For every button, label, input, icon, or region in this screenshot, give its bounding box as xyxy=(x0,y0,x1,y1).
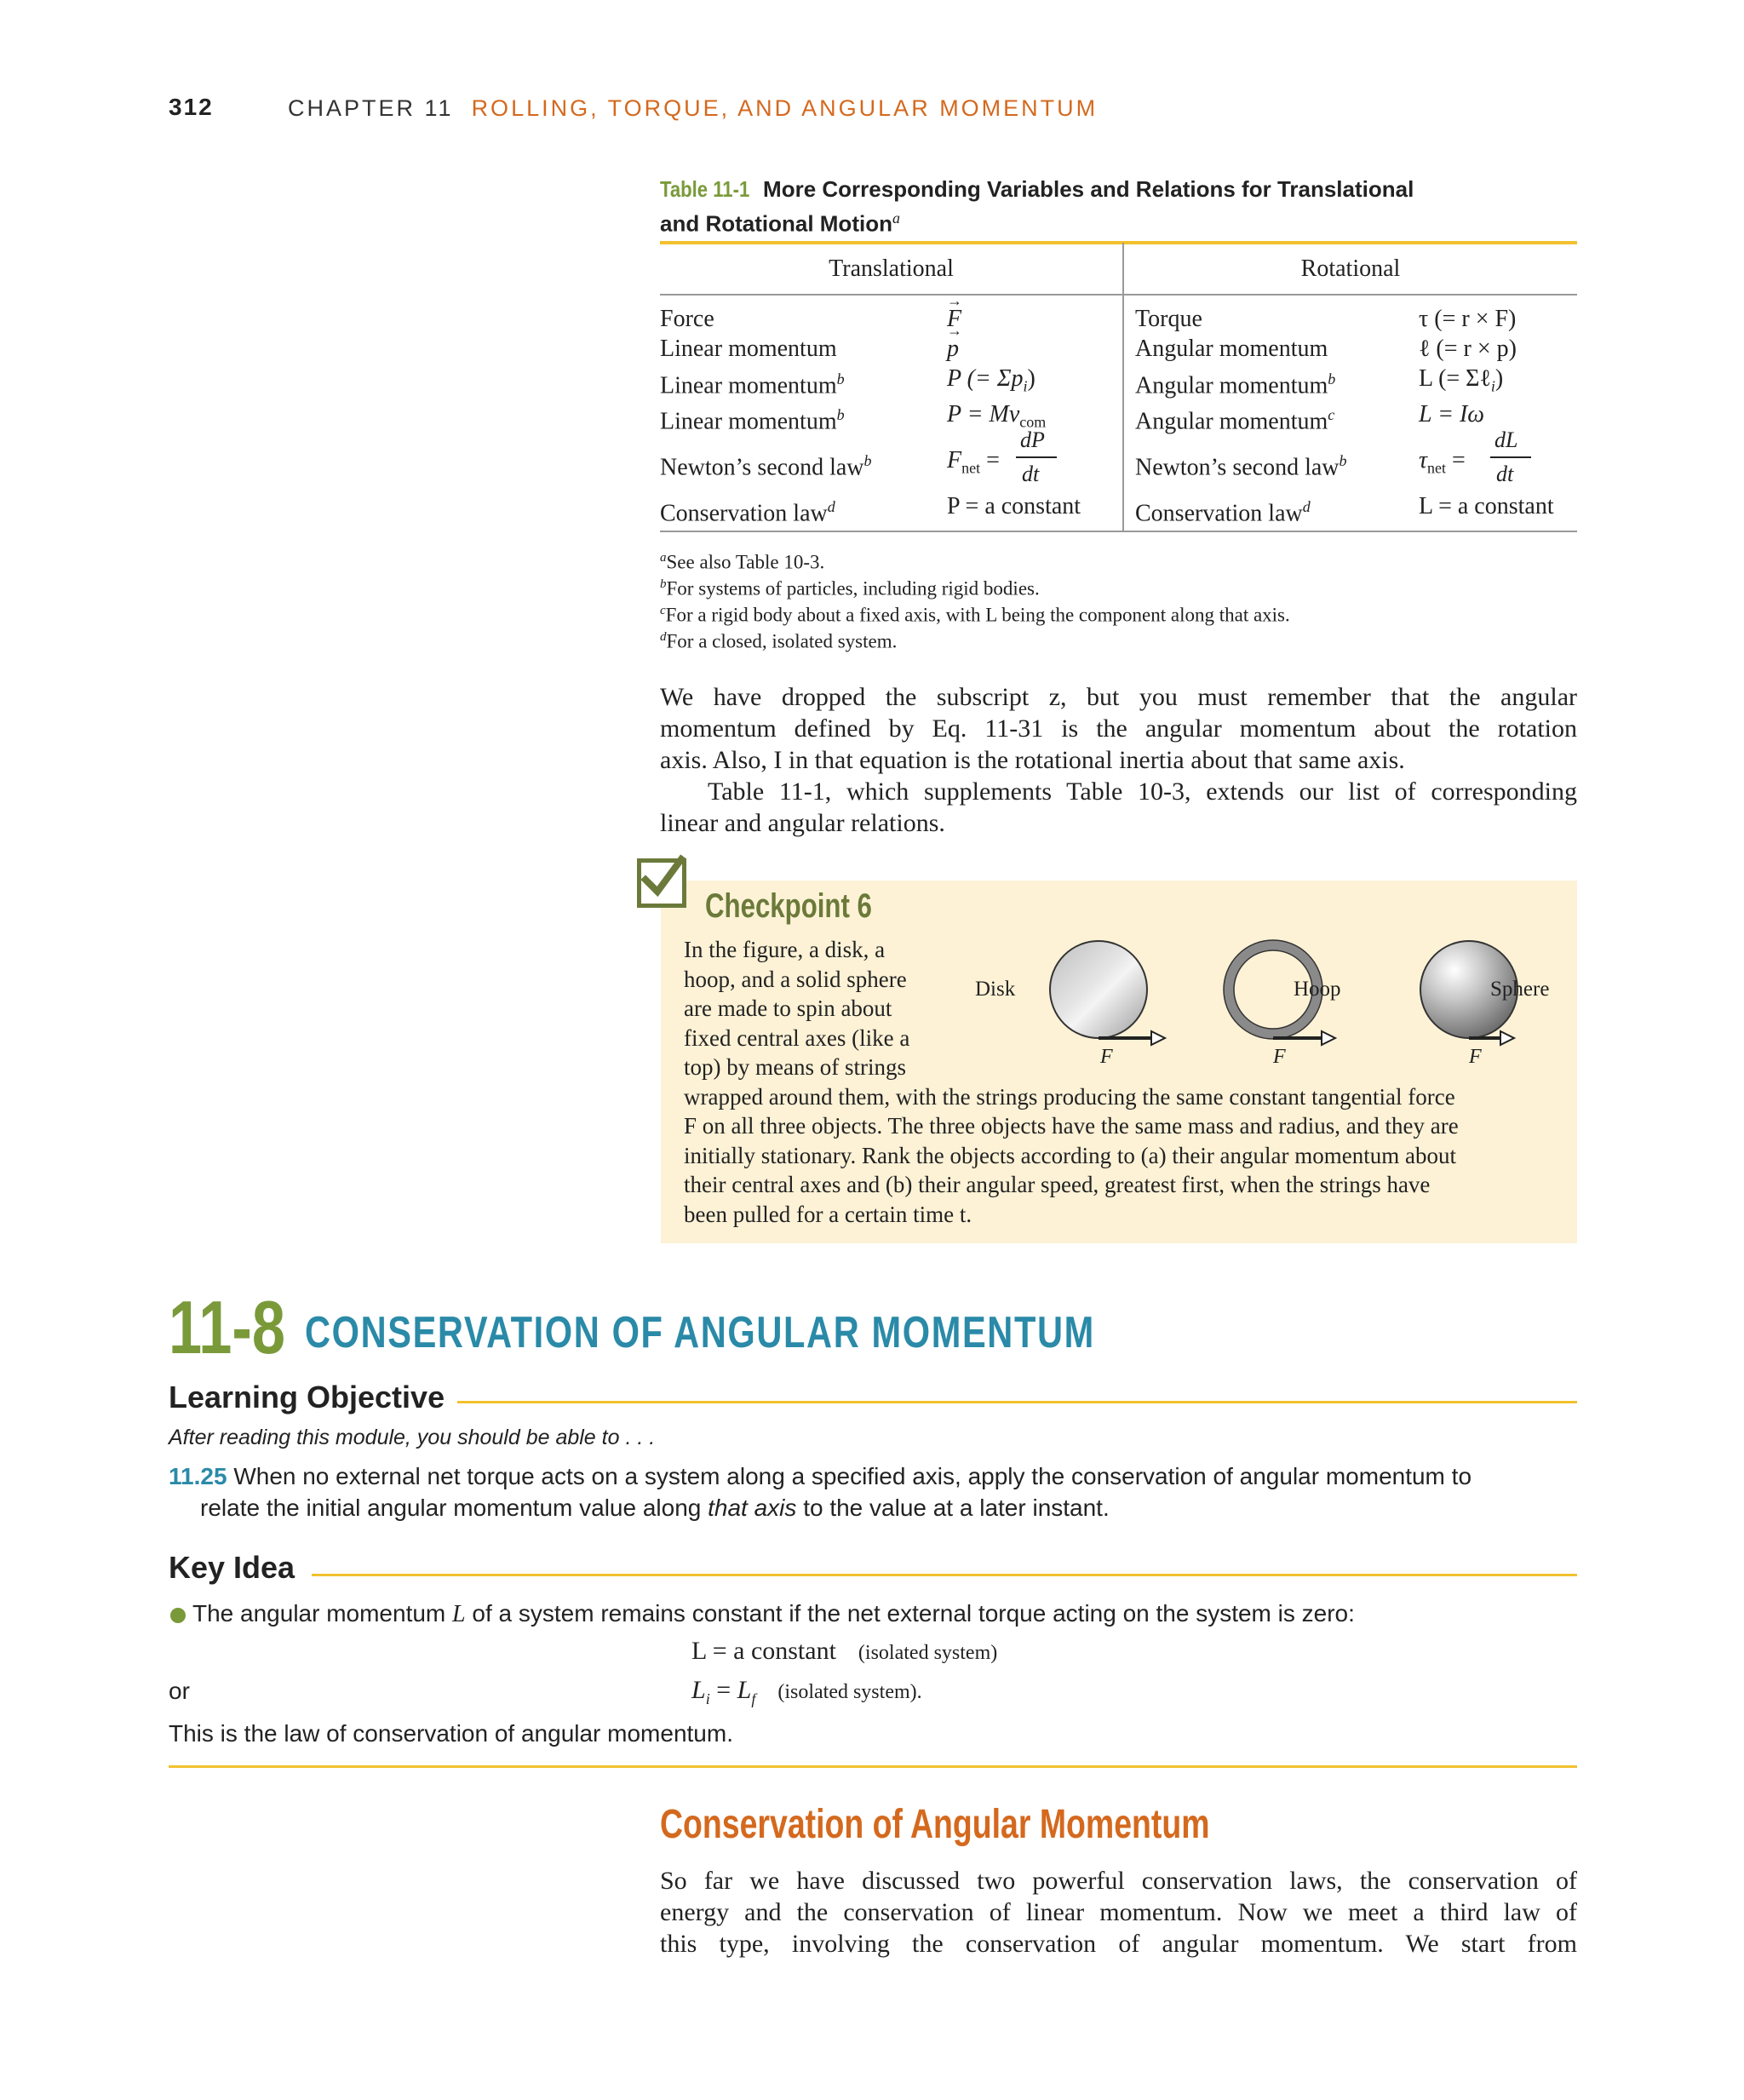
force-arrow-sphere xyxy=(1500,1031,1514,1045)
relation-newton-angular: $\tau_{net}$ = xyxy=(1419,447,1466,477)
key-idea-text: The angular momentum L of a system remains constant if the net external torque acting on the system is zero: xyxy=(192,1600,1355,1627)
or-label: or xyxy=(169,1678,190,1704)
learning-objective-intro: After reading this module, you should be able to . . . xyxy=(169,1426,656,1449)
table-caption-line1: More Corresponding Variables and Relations for Translational xyxy=(763,176,1414,202)
page-number: 312 xyxy=(169,94,214,120)
relation-conservation-linear: P = a constant xyxy=(947,493,1081,519)
table-row: Angular momentum xyxy=(1135,336,1328,362)
table-row: Newton’s second law$^b$ xyxy=(660,452,872,481)
table-number: Table 11-1 xyxy=(660,176,750,202)
learning-objective-item: 11.25 When no external net torque acts on a system along a specified axis, apply the conservation of angular momentum to relate the initial angular momentum value along that axis to the value at a later instant. xyxy=(169,1463,1472,1521)
table-row: Angular momentum$^b$ xyxy=(1135,370,1336,399)
table-row: Linear momentum$^b$ xyxy=(660,406,845,435)
footnote-d: $^d$For a closed, isolated system. xyxy=(660,630,898,652)
relation-angular-momentum: ℓ (= r × p) xyxy=(1419,336,1517,362)
equation-initial-final: $L_i = L_f$ (isolated system). xyxy=(691,1676,922,1707)
section-end-rule xyxy=(169,1765,1577,1768)
disk-icon xyxy=(1050,941,1165,1045)
table-column-divider xyxy=(1122,243,1124,531)
lo-rule xyxy=(457,1401,1577,1403)
fraction-numerator-dL: dL xyxy=(1494,427,1518,452)
table-row: Angular momentum$^c$ xyxy=(1135,406,1335,435)
checkbox-icon xyxy=(637,858,686,908)
relation-linear-momentum: → p xyxy=(947,335,959,364)
checkpoint-text: In the figure, a disk, a hoop, and a solid sphere are made to spin about fixed central axes (like a top) by means of strings wrapped around them, with the strings producing the same constant tangential force F on all three objects. The three objects have the same mass and radius, and they are initially stationary. Rank the objects according to (a) their angular momentum about their central axes and (b) their angular speed, greatest first, when the strings have been pulled for a certain time t. xyxy=(684,937,1459,1227)
relation-rigid-body: L = Iω xyxy=(1419,401,1485,427)
label-hoop: Hoop xyxy=(1294,978,1341,1001)
fraction-bar xyxy=(1016,456,1057,458)
footnote-b: $^b$For systems of particles, including rigid bodies. xyxy=(660,577,1040,600)
table-header-rule xyxy=(660,294,1577,295)
checkpoint-title: Checkpoint 6 xyxy=(705,887,872,925)
chapter-label: CHAPTER 11 xyxy=(288,95,454,121)
relation-conservation-angular: L = a constant xyxy=(1419,493,1554,519)
key-idea-rule xyxy=(312,1574,1577,1576)
fraction-numerator-dP: dP xyxy=(1020,427,1045,452)
table-row: Linear momentum xyxy=(660,336,837,362)
relation-force: → F xyxy=(947,305,961,334)
column-header-rotational: Rotational xyxy=(1300,255,1401,282)
table-row: Linear momentum$^b$ xyxy=(660,370,845,399)
force-label-sphere: F xyxy=(1469,1046,1482,1068)
fraction-denominator-dt: dt xyxy=(1496,462,1514,486)
key-idea-heading: Key Idea xyxy=(169,1550,295,1585)
equation-conservation: L = a constant (isolated system) xyxy=(691,1637,998,1665)
table-caption: Table 11-1 More Corresponding Variables and Relations for Translational and Rotational Motion$^a$ xyxy=(660,176,1414,237)
table-caption-line2: and Rotational Motion xyxy=(660,210,892,237)
relation-momentum-com: $P = Mv_{com}$ xyxy=(947,401,1047,431)
chapter-title: ROLLING, TORQUE, AND ANGULAR MOMENTUM xyxy=(471,95,1099,121)
table-row: Conservation law$^d$ xyxy=(1135,498,1311,527)
table-row: Newton’s second law$^b$ xyxy=(1135,452,1347,481)
footnote-c: $^c$For a rigid body about a fixed axis, with L being the component along that axis. xyxy=(660,604,1290,626)
key-idea-conclusion: This is the law of conservation of angular momentum. xyxy=(169,1720,733,1747)
table-row: Torque xyxy=(1135,306,1202,332)
table-row: Force xyxy=(660,306,714,332)
learning-objective-heading: Learning Objective xyxy=(169,1380,445,1414)
force-label-disk: F xyxy=(1100,1046,1113,1068)
relation-system-momentum: P (= $\Sigma p_i$) xyxy=(947,365,1036,395)
section-number: 11-8 xyxy=(169,1285,286,1369)
body-paragraph: We have dropped the subscript z, but you must remember that the angular momentum defined by Eq. 11-31 is the angular momentum about the rotation axis. Also, I in that equation is the rotational inertia about that same axis. Table 11-1, which supplements Table 10-3, extends our list of corresponding linear and angular relations. xyxy=(660,683,1577,837)
table-bottom-rule xyxy=(660,531,1577,532)
fraction-denominator-dt: dt xyxy=(1022,462,1040,486)
subsection-title: Conservation of Angular Momentum xyxy=(660,1802,1210,1847)
force-label-hoop: F xyxy=(1273,1046,1286,1068)
chapter-header xyxy=(288,95,1098,122)
force-arrow-hoop xyxy=(1322,1031,1335,1045)
fraction-bar xyxy=(1490,456,1531,458)
section-title: CONSERVATION OF ANGULAR MOMENTUM xyxy=(305,1308,1095,1357)
table-row: Conservation law$^d$ xyxy=(660,498,835,527)
table-top-rule xyxy=(660,241,1577,244)
relation-torque: τ (= r × F) xyxy=(1419,306,1517,332)
relation-newton-linear: $F_{net}$ = xyxy=(947,447,1000,477)
body-paragraph: So far we have discussed two powerful conservation laws, the conservation of energy and the conservation of linear momentum. Now we meet a third law of this type, involving the conservation of angular momentum. We start from xyxy=(660,1867,1577,1958)
label-sphere: Sphere xyxy=(1490,978,1550,1001)
column-header-translational: Translational xyxy=(829,255,954,282)
footnote-a: $^a$See also Table 10-3. xyxy=(660,551,825,573)
force-arrow-disk xyxy=(1151,1031,1165,1045)
relation-system-angular-momentum: L (= Σℓ$_i$) xyxy=(1419,365,1504,395)
bullet-icon xyxy=(170,1608,186,1623)
label-disk: Disk xyxy=(975,978,1016,1001)
